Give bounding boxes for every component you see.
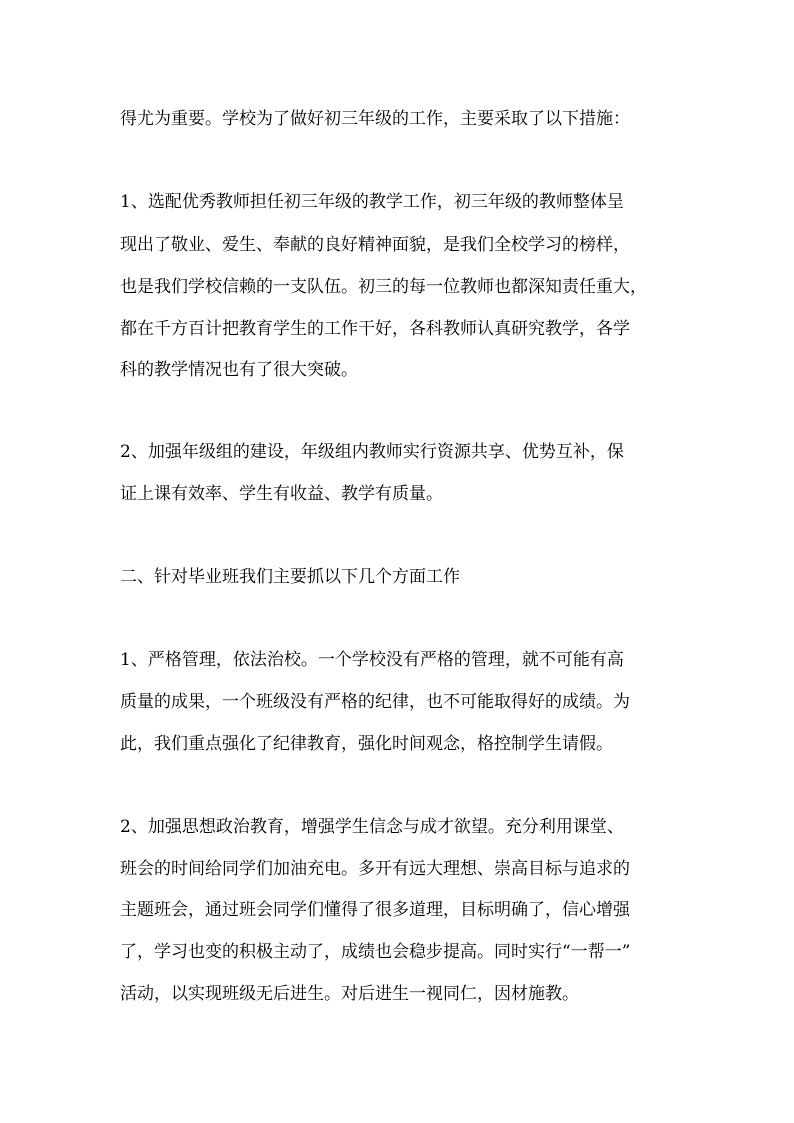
paragraph-5-line-3: 此，我们重点强化了纪律教育，强化时间观念，格控制学生请假。 — [120, 734, 613, 754]
paragraph-6-line-2: 班会的时间给同学们加油充电。多开有远大理想、崇高目标与追求的 — [120, 859, 630, 879]
paragraph-5-line-2: 质量的成果，一个班级没有严格的纪律，也不可能取得好的成绩。为 — [120, 692, 630, 712]
paragraph-2-line-3: 也是我们学校信赖的一支队伍。初三的每一位教师也都深知责任重大， — [120, 277, 647, 297]
paragraph-2-line-2: 现出了敬业、爱生、奉献的良好精神面貌，是我们全校学习的榜样， — [120, 235, 630, 255]
paragraph-6-line-1: 2、加强思想政治教育，增强学生信念与成才欲望。充分利用课堂、 — [120, 817, 624, 837]
section-heading: 二、针对毕业班我们主要抓以下几个方面工作 — [120, 567, 460, 587]
paragraph-2-line-4: 都在千方百计把教育学生的工作干好，各科教师认真研究教学，各学 — [120, 319, 630, 339]
paragraph-1-line-1: 得尤为重要。学校为了做好初三年级的工作，主要采取了以下措施： — [120, 109, 630, 129]
paragraph-6-line-5: 活动，以实现班级无后进生。对后进生一视同仁，因材施教。 — [120, 984, 579, 1004]
paragraph-3-line-2: 证上课有效率、学生有收益、教学有质量。 — [120, 484, 443, 504]
paragraph-2-line-1: 1、选配优秀教师担任初三年级的教学工作，初三年级的教师整体呈 — [120, 192, 624, 212]
paragraph-5-line-1: 1、严格管理，依法治校。一个学校没有严格的管理，就不可能有高 — [120, 650, 624, 670]
paragraph-6-line-3: 主题班会，通过班会同学们懂得了很多道理，目标明确了，信心增强 — [120, 900, 630, 920]
paragraph-3-line-1: 2、加强年级组的建设，年级组内教师实行资源共享、优势互补，保 — [120, 442, 624, 462]
paragraph-2-line-5: 科的教学情况也有了很大突破。 — [120, 360, 358, 380]
paragraph-6-line-4: 了，学习也变的积极主动了，成绩也会稳步提高。同时实行“一帮一” — [120, 942, 631, 962]
